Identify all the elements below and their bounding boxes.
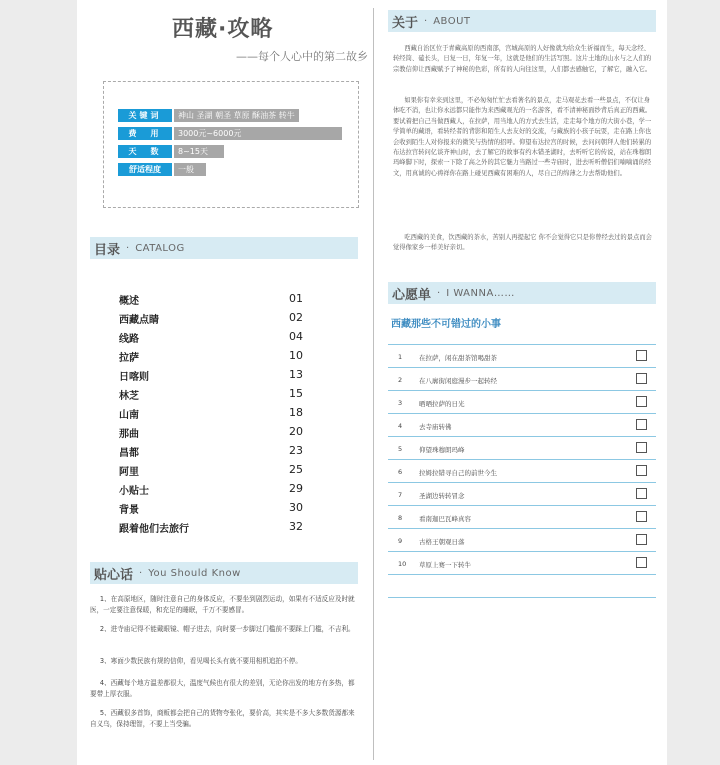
wishlist-checkbox[interactable] (636, 350, 647, 361)
wishlist-title: 心愿单 (392, 287, 432, 303)
wishlist-item (388, 345, 656, 368)
catalog-item[interactable] (119, 387, 309, 403)
catalog-item-label: 林芝 (119, 391, 139, 402)
catalog-item-page: 29 (289, 482, 303, 495)
wishlist-checkbox[interactable] (636, 534, 647, 545)
catalog-dot: · (126, 242, 130, 254)
cost-label: 费 用 (118, 127, 172, 140)
wishlist-item (388, 460, 656, 483)
tips-title-en: You Should Know (148, 567, 241, 579)
wishlist-item-text: 在拉萨，闲在甜茶馆喝甜茶 (419, 354, 497, 362)
catalog-item-label: 概述 (119, 296, 139, 307)
wishlist-item-number: 3 (398, 399, 403, 407)
catalog-title: 目录 (94, 242, 121, 258)
wishlist-checkbox[interactable] (636, 557, 647, 568)
column-divider (373, 8, 374, 760)
wishlist-checkbox[interactable] (636, 465, 647, 476)
catalog-item-label: 线路 (119, 334, 139, 345)
tips-dot: · (139, 567, 143, 579)
wishlist-item-number: 6 (398, 468, 403, 476)
catalog-item-label: 拉萨 (119, 353, 139, 364)
wishlist-title-en: I WANNA…… (446, 287, 515, 299)
wishlist-checkbox[interactable] (636, 373, 647, 384)
wishlist-item-text: 晒晒拉萨的日光 (419, 400, 465, 408)
catalog-header (90, 237, 358, 259)
wishlist-subtitle: 西藏那些不可错过的小事 (391, 319, 501, 330)
catalog-item[interactable] (119, 482, 309, 498)
catalog-item[interactable] (119, 444, 309, 460)
tips-header (90, 562, 358, 584)
wishlist-dot: · (437, 287, 441, 299)
catalog-item[interactable] (119, 463, 309, 479)
wishlist-item-text: 圣湖边转转冒念 (419, 492, 465, 500)
catalog-item[interactable] (119, 292, 309, 308)
catalog-item-label: 阿里 (119, 467, 139, 478)
days-value: 8~15天 (174, 145, 224, 158)
days-row (118, 145, 224, 158)
wishlist-header (388, 282, 656, 304)
wishlist-checkbox[interactable] (636, 511, 647, 522)
about-paragraph: 西藏自治区位于青藏高原的西南部，宫城高原的人好像就为给众生祈福而生，每天念经、转经筒、磕长头，日复一日，年复一年，这就是他们的生活写照。这片土地的山水与之人们的宗教信仰让西藏赋予了神秘的色彩，所有的人向往这里，人们都去感触它，了解它，融入它。 (393, 45, 652, 73)
comfort-row (118, 163, 206, 176)
catalog-item-page: 32 (289, 520, 303, 533)
tip-item: 1、在高原地区，随时注意自己的身体反应，不要坐到剧烈运动，如果有不适反应及时就医，一定要注意保暖，和充足的睡眠，千万不要感冒。 (90, 595, 355, 614)
wishlist-item-number: 8 (398, 514, 403, 522)
catalog-item-page: 25 (289, 463, 303, 476)
wishlist-item (388, 506, 656, 529)
catalog-item-page: 23 (289, 444, 303, 457)
tip-item: 4、西藏每个地方温差都很大，温度气候也有很大的差别，无论你出发的地方有多热，都要带上厚衣服。 (90, 679, 355, 698)
catalog-item-page: 10 (289, 349, 303, 362)
wishlist-item-text: 仰望珠穆朗玛峰 (419, 446, 465, 454)
about-paragraph: 如果你有幸来到这里，不必匆匆忙忙去看著名的景点，走马观花去看一些景点，不仅让身体吃不消，也让你永远都只能作为来西藏观光的一名游客，看不清神秘面纱背后真正的西藏。要试着把自己当做西藏人，在拉萨，用当地人的方式去生活，走走每个地方的大街小巷，学一学简单的藏语，看转经者的背影和陌生人去友好的交流，与藏族的小孩子玩耍，走在路上你也会收到陌生人对你报来的微笑与热情的招呼。仰望布达拉宫的时候，去问问朝拜人他们转累的布达拉宫转问亿谈齐神山时，去了解它的故事有约木错圣湖时，去听听它的传说，站在珠穆朗玛峰脚下时，探索一下除了高之外的其它魅力当路过一些寺庙时，进去听听僧侣们喃喃诵的经文，用真诚的心祷祥你在路上碰见西藏有困难的人，尽自己的绵薄之力去帮助他们。 (393, 97, 652, 177)
wishlist-item-text: 古格王朝观日落 (419, 538, 465, 546)
wishlist-item-number: 1 (398, 353, 403, 361)
wishlist-item-text: 在八廓街闲庭漫步一起转经 (419, 377, 497, 385)
wishlist-item (388, 552, 656, 575)
comfort-value: 一般 (174, 163, 206, 176)
catalog-item-label: 那曲 (119, 429, 139, 440)
wishlist-item (388, 414, 656, 437)
comfort-label: 舒适程度 (118, 163, 172, 176)
catalog-item-label: 昌都 (119, 448, 139, 459)
cost-row (118, 127, 342, 140)
catalog-item-label: 日喀则 (119, 372, 149, 383)
catalog-item-page: 02 (289, 311, 303, 324)
catalog-title-en: CATALOG (135, 242, 185, 254)
wishlist-item-number: 2 (398, 376, 403, 384)
catalog-item[interactable] (119, 520, 309, 536)
catalog-item-label: 背景 (119, 505, 139, 516)
wishlist-item (388, 391, 656, 414)
catalog-item[interactable] (119, 501, 309, 517)
catalog-item-page: 01 (289, 292, 303, 305)
catalog-item-page: 15 (289, 387, 303, 400)
page-title: 西藏·攻略 (172, 17, 274, 42)
cost-value: 3000元~6000元 (174, 127, 342, 140)
page-subtitle: ——每个人心中的第二故乡 (236, 50, 368, 63)
tips-title: 贴心话 (94, 567, 134, 583)
about-paragraph: 吃西藏的美食，饮西藏的茶水，苦别人再提起它 你不会觉得它只是你曾经去过的景点而会觉得像家乡一样美好亲切。 (393, 234, 652, 252)
catalog-item-page: 20 (289, 425, 303, 438)
wishlist-bottom-rule (388, 597, 656, 598)
catalog-item-page: 13 (289, 368, 303, 381)
tip-item: 3、寒面少数民族有规的信仰，看见喝长头有就不要用相机追拍不停。 (99, 657, 302, 665)
wishlist-item-text: 看南迦巴瓦峰真容 (419, 515, 471, 523)
wishlist-item-number: 5 (398, 445, 403, 453)
wishlist-item-text: 拉姆拉错寻自己的前世今生 (419, 469, 497, 477)
wishlist-item (388, 483, 656, 506)
catalog-item[interactable] (119, 368, 309, 384)
wishlist-item (388, 529, 656, 552)
wishlist-item-number: 10 (398, 560, 407, 568)
keyword-row (118, 109, 299, 122)
wishlist-item-text: 去寺庙转佛 (419, 423, 452, 431)
wishlist-item-number: 7 (398, 491, 403, 499)
wishlist-checkbox[interactable] (636, 442, 647, 453)
catalog-item[interactable] (119, 349, 309, 365)
tip-item: 5、西藏很多首饰，商贩都会把自己的货物夸张化，要价高，其实是不多大多数货源都来自义乌，保持理智，不要上当受骗。 (90, 709, 355, 728)
catalog-item-label: 山南 (119, 410, 139, 421)
catalog-item-label: 西藏点睛 (119, 315, 159, 326)
catalog-item-page: 30 (289, 501, 303, 514)
about-title-en: ABOUT (433, 15, 471, 27)
keyword-value: 神山 圣湖 朝圣 草原 酥油茶 转牛 (174, 109, 299, 122)
tip-item: 2、进寺庙记得不能戴眼镜、帽子进去，向时要一步脚过门槛前不要踩上门槛，不吉利。 (99, 625, 355, 633)
wishlist-item (388, 368, 656, 391)
about-title: 关于 (392, 15, 419, 31)
catalog-item[interactable] (119, 311, 309, 327)
catalog-item-page: 04 (289, 330, 303, 343)
catalog-item-page: 18 (289, 406, 303, 419)
wishlist-item (388, 437, 656, 460)
catalog-item[interactable] (119, 406, 309, 422)
wishlist-checkbox[interactable] (636, 396, 647, 407)
catalog-item[interactable] (119, 425, 309, 441)
wishlist-item-number: 4 (398, 422, 403, 430)
wishlist-item-text: 草原上赛一下转牛 (419, 561, 471, 569)
about-header (388, 10, 656, 32)
wishlist-checkbox[interactable] (636, 488, 647, 499)
about-dot: · (424, 15, 428, 27)
catalog-item-label: 跟着他们去旅行 (119, 524, 189, 535)
days-label: 天 数 (118, 145, 172, 158)
catalog-item-label: 小贴士 (119, 486, 149, 497)
keyword-label: 关键词 (118, 109, 172, 122)
catalog-item[interactable] (119, 330, 309, 346)
wishlist-checkbox[interactable] (636, 419, 647, 430)
wishlist-item-number: 9 (398, 537, 403, 545)
